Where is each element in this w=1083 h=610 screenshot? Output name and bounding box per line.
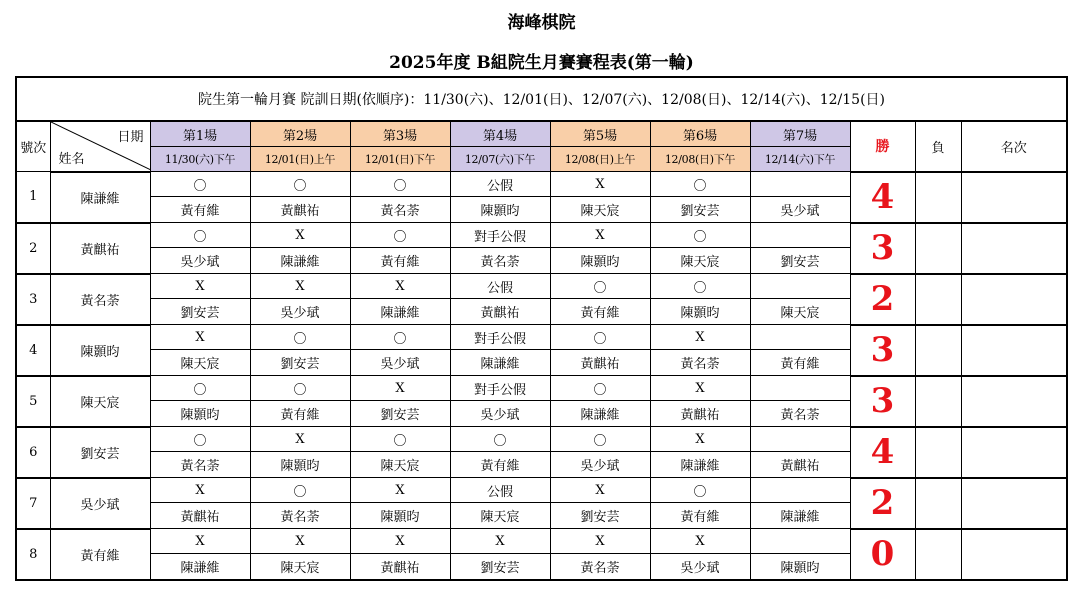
- result-cell: 〇: [250, 172, 350, 197]
- opponent-cell: 黃名荼: [450, 248, 550, 274]
- result-cell: [750, 376, 850, 401]
- result-cell: [750, 274, 850, 299]
- player-name: 黃麒祐: [50, 223, 150, 274]
- opponent-cell: 黃麒祐: [150, 503, 250, 529]
- player-result-row: [16, 223, 1067, 248]
- result-cell: X: [450, 529, 550, 554]
- player-name: 黃名荼: [50, 274, 150, 325]
- win-count: 3: [850, 223, 915, 274]
- win-count: 3: [850, 376, 915, 427]
- opponent-cell: 陳顥昀: [450, 197, 550, 223]
- player-number: 7: [16, 478, 50, 529]
- round-label-2: 第2場: [250, 121, 350, 147]
- result-cell: 〇: [250, 376, 350, 401]
- result-cell: 〇: [550, 325, 650, 350]
- result-cell: X: [250, 223, 350, 248]
- result-cell: X: [150, 529, 250, 554]
- opponent-cell: 吳少珷: [650, 554, 750, 581]
- result-cell: 〇: [350, 172, 450, 197]
- round-date-5: 12/08(日)上午: [550, 147, 650, 172]
- result-cell: X: [150, 478, 250, 503]
- result-cell: 〇: [650, 172, 750, 197]
- result-cell: 〇: [350, 427, 450, 452]
- opponent-cell: 黃有維: [650, 503, 750, 529]
- result-cell: X: [150, 274, 250, 299]
- loss-count: [915, 376, 961, 427]
- schedule-title: 2025年度 B組院生月賽賽程表(第一輪): [389, 53, 694, 73]
- player-number: 6: [16, 427, 50, 478]
- result-cell: X: [250, 529, 350, 554]
- opponent-cell: 陳謙維: [350, 299, 450, 325]
- opponent-cell: 吳少珷: [750, 197, 850, 223]
- opponent-cell: 陳天宸: [550, 197, 650, 223]
- result-cell: [750, 223, 850, 248]
- round-label-4: 第4場: [450, 121, 550, 147]
- round-date-6: 12/08(日)下午: [650, 147, 750, 172]
- round-label-7: 第7場: [750, 121, 850, 147]
- opponent-cell: 陳天宸: [350, 452, 450, 478]
- opponent-cell: 吳少珷: [550, 452, 650, 478]
- result-cell: X: [550, 172, 650, 197]
- player-number: 2: [16, 223, 50, 274]
- result-cell: 對手公假: [450, 223, 550, 248]
- opponent-cell: 陳天宸: [250, 554, 350, 581]
- result-cell: 〇: [150, 172, 250, 197]
- header-win: 勝: [850, 121, 915, 172]
- header-date-name: [50, 121, 150, 172]
- win-count: 4: [850, 172, 915, 223]
- opponent-cell: 黃麒祐: [350, 554, 450, 581]
- result-cell: 公假: [450, 172, 550, 197]
- player-number: 8: [16, 529, 50, 581]
- opponent-cell: 黃有維: [450, 452, 550, 478]
- opponent-cell: 黃名荼: [650, 350, 750, 376]
- opponent-cell: 黃麒祐: [750, 452, 850, 478]
- win-count: 0: [850, 529, 915, 581]
- org-title: 海峰棋院: [507, 13, 576, 33]
- result-cell: X: [550, 478, 650, 503]
- opponent-cell: 陳顥昀: [550, 248, 650, 274]
- player-name: 吳少珷: [50, 478, 150, 529]
- opponent-cell: 黃麒祐: [650, 401, 750, 427]
- header-num: 號次: [16, 121, 50, 172]
- opponent-cell: 陳顥昀: [750, 554, 850, 581]
- opponent-cell: 黃名荼: [550, 554, 650, 581]
- rank-cell: [961, 223, 1067, 274]
- header-date: 日期: [117, 130, 144, 145]
- win-count: 3: [850, 325, 915, 376]
- result-cell: X: [350, 376, 450, 401]
- result-cell: X: [350, 274, 450, 299]
- player-result-row: [16, 427, 1067, 452]
- player-name: 劉安芸: [50, 427, 150, 478]
- schedule-table: [15, 76, 1068, 581]
- loss-count: [915, 529, 961, 581]
- player-number: 3: [16, 274, 50, 325]
- result-cell: [750, 478, 850, 503]
- rank-cell: [961, 376, 1067, 427]
- result-cell: 〇: [350, 223, 450, 248]
- rank-cell: [961, 427, 1067, 478]
- result-cell: X: [350, 478, 450, 503]
- opponent-cell: 陳謙維: [550, 401, 650, 427]
- opponent-cell: 陳顥昀: [250, 452, 350, 478]
- round-date-7: 12/14(六)下午: [750, 147, 850, 172]
- opponent-cell: 陳謙維: [150, 554, 250, 581]
- opponent-cell: 劉安芸: [350, 401, 450, 427]
- round-label-1: 第1場: [150, 121, 250, 147]
- round-label-6: 第6場: [650, 121, 750, 147]
- player-result-row: [16, 478, 1067, 503]
- rank-cell: [961, 172, 1067, 223]
- result-cell: 對手公假: [450, 376, 550, 401]
- player-name: 陳天宸: [50, 376, 150, 427]
- result-cell: [750, 529, 850, 554]
- opponent-cell: 劉安芸: [450, 554, 550, 581]
- opponent-cell: 黃有維: [750, 350, 850, 376]
- opponent-cell: 劉安芸: [150, 299, 250, 325]
- player-result-row: [16, 172, 1067, 197]
- loss-count: [915, 172, 961, 223]
- result-cell: 〇: [550, 376, 650, 401]
- opponent-cell: 劉安芸: [550, 503, 650, 529]
- round-label-3: 第3場: [350, 121, 450, 147]
- opponent-cell: 劉安芸: [650, 197, 750, 223]
- player-name: 陳顥昀: [50, 325, 150, 376]
- opponent-cell: 黃麒祐: [250, 197, 350, 223]
- result-cell: 公假: [450, 274, 550, 299]
- result-cell: X: [650, 376, 750, 401]
- player-number: 4: [16, 325, 50, 376]
- opponent-cell: 陳顥昀: [650, 299, 750, 325]
- opponent-cell: 黃名荼: [150, 452, 250, 478]
- opponent-cell: 吳少珷: [350, 350, 450, 376]
- opponent-cell: 陳天宸: [450, 503, 550, 529]
- opponent-cell: 黃名荼: [750, 401, 850, 427]
- round-date-2: 12/01(日)上午: [250, 147, 350, 172]
- result-cell: 公假: [450, 478, 550, 503]
- info-row: 院生第一輪月賽 院訓日期(依順序)：11/30(六)、12/01(日)、12/07(六)、12/08(日)、12/14(六)、12/15(日): [16, 77, 1067, 121]
- result-cell: 〇: [250, 478, 350, 503]
- opponent-cell: 黃麒祐: [450, 299, 550, 325]
- result-cell: 〇: [150, 427, 250, 452]
- player-result-row: [16, 325, 1067, 350]
- win-count: 2: [850, 274, 915, 325]
- opponent-cell: 黃名荼: [250, 503, 350, 529]
- opponent-cell: 吳少珷: [150, 248, 250, 274]
- header-name: 姓名: [58, 151, 85, 167]
- header-rank: 名次: [961, 121, 1067, 172]
- result-cell: 〇: [450, 427, 550, 452]
- opponent-cell: 黃有維: [350, 248, 450, 274]
- opponent-cell: 陳顥昀: [350, 503, 450, 529]
- opponent-cell: 劉安芸: [250, 350, 350, 376]
- opponent-cell: 陳天宸: [150, 350, 250, 376]
- opponent-cell: 陳謙維: [750, 503, 850, 529]
- loss-count: [915, 478, 961, 529]
- result-cell: [750, 325, 850, 350]
- result-cell: X: [650, 529, 750, 554]
- opponent-cell: 陳謙維: [450, 350, 550, 376]
- loss-count: [915, 274, 961, 325]
- result-cell: 對手公假: [450, 325, 550, 350]
- result-cell: 〇: [550, 427, 650, 452]
- opponent-cell: 陳顥昀: [150, 401, 250, 427]
- result-cell: X: [550, 223, 650, 248]
- opponent-cell: 吳少珷: [250, 299, 350, 325]
- result-cell: 〇: [650, 478, 750, 503]
- player-number: 5: [16, 376, 50, 427]
- player-name: 黃有維: [50, 529, 150, 581]
- player-name: 陳謙維: [50, 172, 150, 223]
- opponent-cell: 黃有維: [250, 401, 350, 427]
- player-result-row: [16, 529, 1067, 554]
- round-date-1: 11/30(六)下午: [150, 147, 250, 172]
- round-date-3: 12/01(日)下午: [350, 147, 450, 172]
- opponent-cell: 陳謙維: [650, 452, 750, 478]
- result-cell: X: [550, 529, 650, 554]
- result-cell: X: [250, 427, 350, 452]
- opponent-cell: 吳少珷: [450, 401, 550, 427]
- result-cell: 〇: [250, 325, 350, 350]
- opponent-cell: 黃有維: [550, 299, 650, 325]
- result-cell: X: [650, 427, 750, 452]
- result-cell: 〇: [550, 274, 650, 299]
- opponent-cell: 黃名荼: [350, 197, 450, 223]
- result-cell: 〇: [150, 223, 250, 248]
- round-label-5: 第5場: [550, 121, 650, 147]
- rank-cell: [961, 529, 1067, 581]
- loss-count: [915, 223, 961, 274]
- player-number: 1: [16, 172, 50, 223]
- result-cell: [750, 427, 850, 452]
- loss-count: [915, 427, 961, 478]
- round-date-4: 12/07(六)下午: [450, 147, 550, 172]
- win-count: 2: [850, 478, 915, 529]
- opponent-cell: 劉安芸: [750, 248, 850, 274]
- result-cell: 〇: [650, 223, 750, 248]
- loss-count: [915, 325, 961, 376]
- result-cell: X: [150, 325, 250, 350]
- player-result-row: [16, 376, 1067, 401]
- result-cell: X: [350, 529, 450, 554]
- rank-cell: [961, 325, 1067, 376]
- win-count: 4: [850, 427, 915, 478]
- result-cell: [750, 172, 850, 197]
- opponent-cell: 黃麒祐: [550, 350, 650, 376]
- rank-cell: [961, 274, 1067, 325]
- result-cell: 〇: [650, 274, 750, 299]
- header-loss: 負: [915, 121, 961, 172]
- opponent-cell: 陳謙維: [250, 248, 350, 274]
- result-cell: X: [250, 274, 350, 299]
- opponent-cell: 陳天宸: [650, 248, 750, 274]
- result-cell: 〇: [150, 376, 250, 401]
- result-cell: 〇: [350, 325, 450, 350]
- result-cell: X: [650, 325, 750, 350]
- opponent-cell: 黃有維: [150, 197, 250, 223]
- opponent-cell: 陳天宸: [750, 299, 850, 325]
- rank-cell: [961, 478, 1067, 529]
- player-result-row: [16, 274, 1067, 299]
